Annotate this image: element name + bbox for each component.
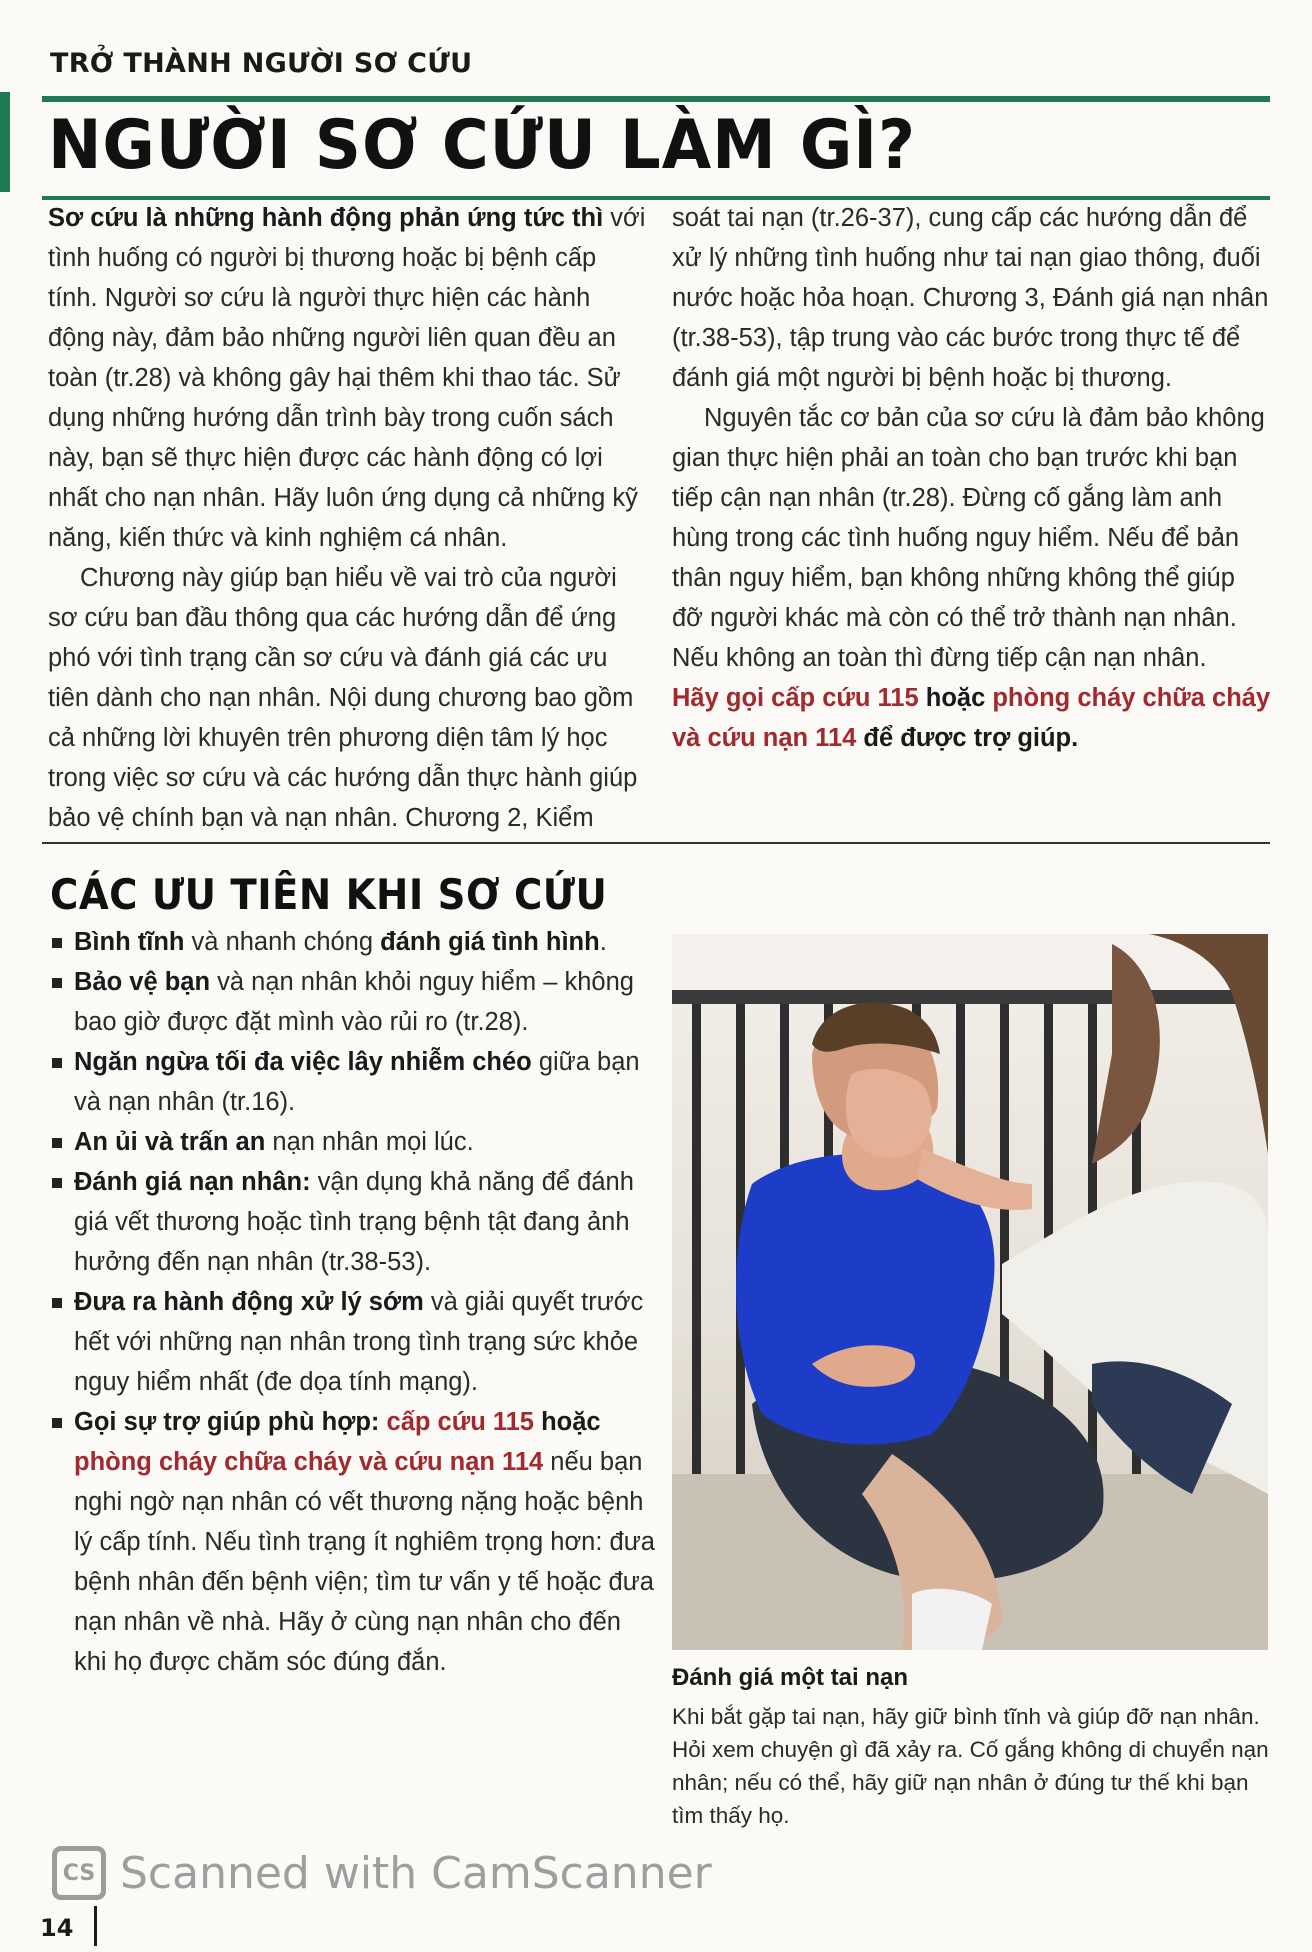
bullet-square-icon (52, 1138, 62, 1148)
list-item (48, 1122, 658, 1162)
chapter-tab-marker (0, 92, 10, 192)
item-bold: Đưa ra hành động xử lý sớm (74, 1288, 424, 1316)
top-rule (42, 96, 1270, 102)
item-bold: Ngăn ngừa tối đa việc lây nhiễm chéo (74, 1048, 532, 1076)
intro-paragraph-1 (48, 198, 648, 558)
intro-paragraph-2-cont: soát tai nạn (tr.26-37), cung cấp các hướng dẫn để xử lý những tình huống như tai nạn giao thông, đuối nước hoặc hỏa hoạn. Chương 3, Đánh giá nạn nhân (tr.38-53), tập trung vào các bước trong thực tế để đánh giá một người bị bệnh hoặc bị thương. (672, 204, 1269, 392)
priorities-list (48, 922, 658, 1682)
photo-illustration (672, 934, 1268, 1650)
list-item (48, 962, 658, 1042)
camscanner-watermark (52, 1846, 712, 1900)
bullet-square-icon (52, 1178, 62, 1188)
accident-photo (672, 934, 1268, 1650)
item-bold: Đánh giá nạn nhân: (74, 1168, 311, 1196)
item-bold: Gọi sự trợ giúp phù hợp: (74, 1408, 380, 1436)
intro-left-column (48, 198, 648, 838)
page-number: 14 (40, 1914, 74, 1942)
watermark-text: Scanned with CamScanner (120, 1847, 712, 1899)
list-item (48, 1042, 658, 1122)
camscanner-logo-icon: CS (52, 1846, 106, 1900)
item-bold: Bảo vệ bạn (74, 968, 211, 996)
list-item (48, 1282, 658, 1402)
item-red-2: phòng cháy chữa cháy và cứu nạn 114 (74, 1448, 544, 1476)
list-item (48, 922, 658, 962)
bullet-square-icon (52, 1418, 62, 1428)
call-fire: phòng cháy chữa cháy và cứu nạn 114 (672, 684, 1271, 752)
intro-paragraph-3: Nguyên tắc cơ bản của sơ cứu là đảm bảo không gian thực hiện phải an toàn cho bạn trước khi bạn tiếp cận nạn nhân (tr.28). Đừng cố gắng làm anh hùng trong các tình huống nguy hiểm. Nếu để bản thân nguy hiểm, bạn không những không thể giúp đỡ người khác mà còn có thể trở thành nạn nhân. Nếu không an toàn thì đừng tiếp cận nạn nhân. (672, 404, 1265, 672)
item-text: vận dụng khả năng để đánh giá vết thương hoặc tình trạng bệnh tật đang ảnh hưởng đến nạn nhân (tr.38-53). (74, 1168, 634, 1276)
photo-caption-title: Đánh giá một tai nạn (672, 1664, 909, 1691)
photo-caption-text: Khi bắt gặp tai nạn, hãy giữ bình tĩnh và giúp đỡ nạn nhân. Hỏi xem chuyện gì đã xảy ra. Cố gắng không di chuyển nạn nhân; nếu có thể, hãy giữ nạn nhân ở đúng tư thế khi bạn tìm thấy họ. (672, 1704, 1269, 1828)
emergency-call-line (672, 678, 1272, 758)
item-text: và nạn nhân khỏi nguy hiểm – không bao giờ được đặt mình vào rủi ro (tr.28). (74, 968, 634, 1036)
list-item (48, 1402, 658, 1682)
intro-right-column (672, 198, 1272, 758)
running-head: TRỞ THÀNH NGƯỜI SƠ CỨU (50, 48, 473, 79)
item-text: giữa bạn và nạn nhân (tr.16). (74, 1048, 640, 1116)
priorities-title: CÁC ƯU TIÊN KHI SƠ CỨU (50, 870, 608, 919)
intro-paragraph-2: Chương này giúp bạn hiểu về vai trò của người sơ cứu ban đầu thông qua các hướng dẫn để ứng phó với tình trạng cần sơ cứu và đánh giá các ưu tiên dành cho nạn nhân. Nội dung chương bao gồm cả những lời khuyên trên phương diện tâm lý học trong việc sơ cứu và các hướng dẫn thực hành giúp bảo vệ chính bạn và nạn nhân. Chương 2, Kiểm (48, 564, 638, 832)
bullet-square-icon (52, 1058, 62, 1068)
intro-p1-text: với tình huống có người bị thương hoặc bị bệnh cấp tính. Người sơ cứu là người thực hiện các hành động này, đảm bảo những người liên quan đều an toàn (tr.28) và không gây hại thêm khi thao tác. Sử dụng những hướng dẫn trình bày trong cuốn sách này, bạn sẽ thực hiện được các hành động có lợi nhất cho nạn nhân. Hãy luôn ứng dụng cả những kỹ năng, kiến thức và kinh nghiệm cá nhân. (48, 204, 646, 552)
list-item (48, 1162, 658, 1282)
item-bold-2: đánh giá tình hình (380, 928, 600, 956)
section-divider (42, 842, 1270, 844)
item-text: nạn nhân mọi lúc. (265, 1128, 474, 1156)
bullet-square-icon (52, 978, 62, 988)
bullet-square-icon (52, 938, 62, 948)
call-ambulance: Hãy gọi cấp cứu 115 (672, 684, 919, 712)
intro-lead-bold: Sơ cứu là những hành động phản ứng tức thì (48, 204, 604, 232)
call-join: hoặc (918, 684, 993, 712)
page-number-bar (94, 1906, 97, 1946)
item-text-2: . (599, 928, 607, 956)
bullet-square-icon (52, 1298, 62, 1308)
call-end: để được trợ giúp. (856, 724, 1079, 752)
item-text-2: nếu bạn nghi ngờ nạn nhân có vết thương nặng hoặc bệnh lý cấp tính. Nếu tình trạng ít nghiêm trọng hơn: đưa bệnh nhân đến bệnh viện; tìm tư vấn y tế hoặc đưa nạn nhân về nhà. Hãy ở cùng nạn nhân cho đến khi họ được chăm sóc đúng đắn. (74, 1448, 655, 1676)
item-red: cấp cứu 115 (379, 1408, 534, 1436)
item-bold: Bình tĩnh (74, 928, 185, 956)
item-bold: An ủi và trấn an (74, 1128, 266, 1156)
item-text: hoặc (534, 1408, 601, 1436)
item-text: và giải quyết trước hết với những nạn nhân trong tình trạng sức khỏe nguy hiểm nhất (đe dọa tính mạng). (74, 1288, 644, 1396)
page-title: NGƯỜI SƠ CỨU LÀM GÌ? (48, 106, 917, 185)
item-text: và nhanh chóng (184, 928, 381, 956)
